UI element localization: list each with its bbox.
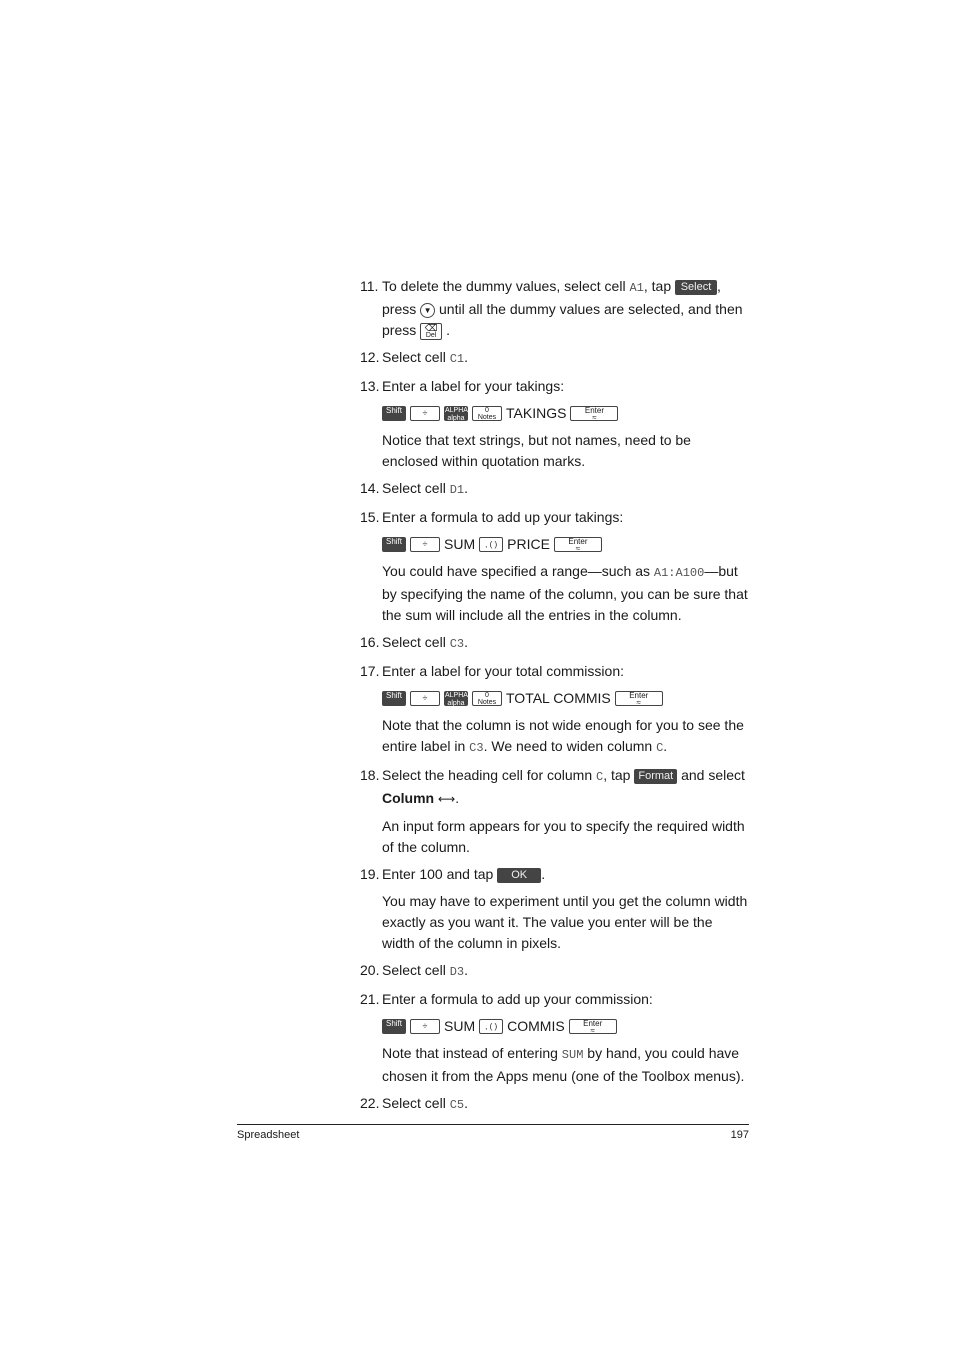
enter-key-icon: Enter ≈ xyxy=(570,406,618,421)
typed-text: TAKINGS xyxy=(506,405,567,421)
step-18: 18. Select the heading cell for column C, tap Format and select Column ⟷. xyxy=(360,767,745,806)
divide-key-icon: ÷ xyxy=(410,691,440,706)
shift-key-icon: Shift xyxy=(382,691,406,706)
alpha-key-icon: ALPHA alpha xyxy=(445,407,468,422)
enter-key-icon: Enter ≈ xyxy=(569,1019,617,1034)
step-17: 17. Enter a label for your total commission: xyxy=(360,663,624,679)
note: Notice that text strings, but not names, need to be enclosed within quotation marks. xyxy=(382,432,691,469)
zero-key-icon: 0 Notes xyxy=(472,406,502,421)
ok-softkey: OK xyxy=(497,868,541,883)
cell-ref: A1 xyxy=(629,281,644,295)
page-footer xyxy=(237,1124,749,1141)
instruction-list xyxy=(360,276,748,1122)
keystroke-sequence: Shift ÷ SUM , ( ) COMMIS Enter ≈ xyxy=(382,1016,748,1037)
keystroke-sequence: Shift ÷ SUM , ( ) PRICE Enter ≈ xyxy=(382,534,748,555)
step-16: 16. Select cell C3. xyxy=(360,634,468,651)
format-softkey: Format xyxy=(634,769,677,784)
enter-key-icon: Enter ≈ xyxy=(615,691,663,706)
step-14: 14. Select cell D1. xyxy=(360,480,468,497)
shift-key-icon: Shift xyxy=(382,1019,406,1034)
step-13: 13. Enter a label for your takings: xyxy=(360,378,565,394)
shift-key-icon: Shift xyxy=(382,537,406,552)
step-15: 15. Enter a formula to add up your takings: xyxy=(360,509,624,525)
alpha-key-icon: ALPHA alpha xyxy=(445,692,468,707)
divide-key-icon: ÷ xyxy=(410,406,440,421)
select-softkey: Select xyxy=(675,280,717,295)
delete-key-icon: ⌫ Del xyxy=(420,323,442,340)
step-20: 20. Select cell D3. xyxy=(360,962,468,979)
menu-option: Column xyxy=(382,790,435,806)
keystroke-sequence xyxy=(382,403,748,424)
note: You could have specified a range—such as A1:A100—but by specifying the name of the column, you can be sure that the sum will include all the entries in the column. xyxy=(382,563,748,623)
keystroke-sequence: Shift ÷ ALPHA alpha 0 Notes TOTAL COMMIS Enter ≈ xyxy=(382,688,748,709)
divide-key-icon: ÷ xyxy=(410,537,440,552)
column-width-arrow-icon: ⟷ xyxy=(438,792,456,806)
note: An input form appears for you to specify the required width of the column. xyxy=(382,818,745,855)
note: Note that instead of entering SUM by hand, you could have chosen it from the Apps menu (one of the Toolbox menus). xyxy=(382,1045,745,1084)
step-22: 22. Select cell C5. xyxy=(360,1095,468,1112)
comma-key-icon: , ( ) xyxy=(479,1019,503,1034)
step-number: 11. xyxy=(360,278,379,294)
page-number: 197 xyxy=(730,1129,749,1141)
cursor-down-key-icon: ▼ xyxy=(420,303,435,318)
footer-section: Spreadsheet xyxy=(237,1129,300,1141)
note: You may have to experiment until you get the column width exactly as you want it. The value you enter will be the width of the column in pixels. xyxy=(382,893,748,951)
step-11: 11. To delete the dummy values, select cell A1, tap Select , press ▼ until all the dummy values are selected, and then press ⌫ Del . xyxy=(360,278,743,339)
step-21: 21. Enter a formula to add up your commission: xyxy=(360,991,653,1007)
comma-key-icon: , ( ) xyxy=(479,537,503,552)
step-19: 19. Enter 100 and tap OK . xyxy=(360,866,546,882)
divide-key-icon: ÷ xyxy=(410,1019,440,1034)
enter-key-icon: Enter ≈ xyxy=(554,537,602,552)
zero-key-icon: 0 Notes xyxy=(472,691,502,706)
shift-key-icon: Shift xyxy=(382,406,406,421)
step-12: 12. Select cell C1. xyxy=(360,349,468,366)
note: Note that the column is not wide enough for you to see the entire label in C3. We need to widen column C. xyxy=(382,717,744,755)
